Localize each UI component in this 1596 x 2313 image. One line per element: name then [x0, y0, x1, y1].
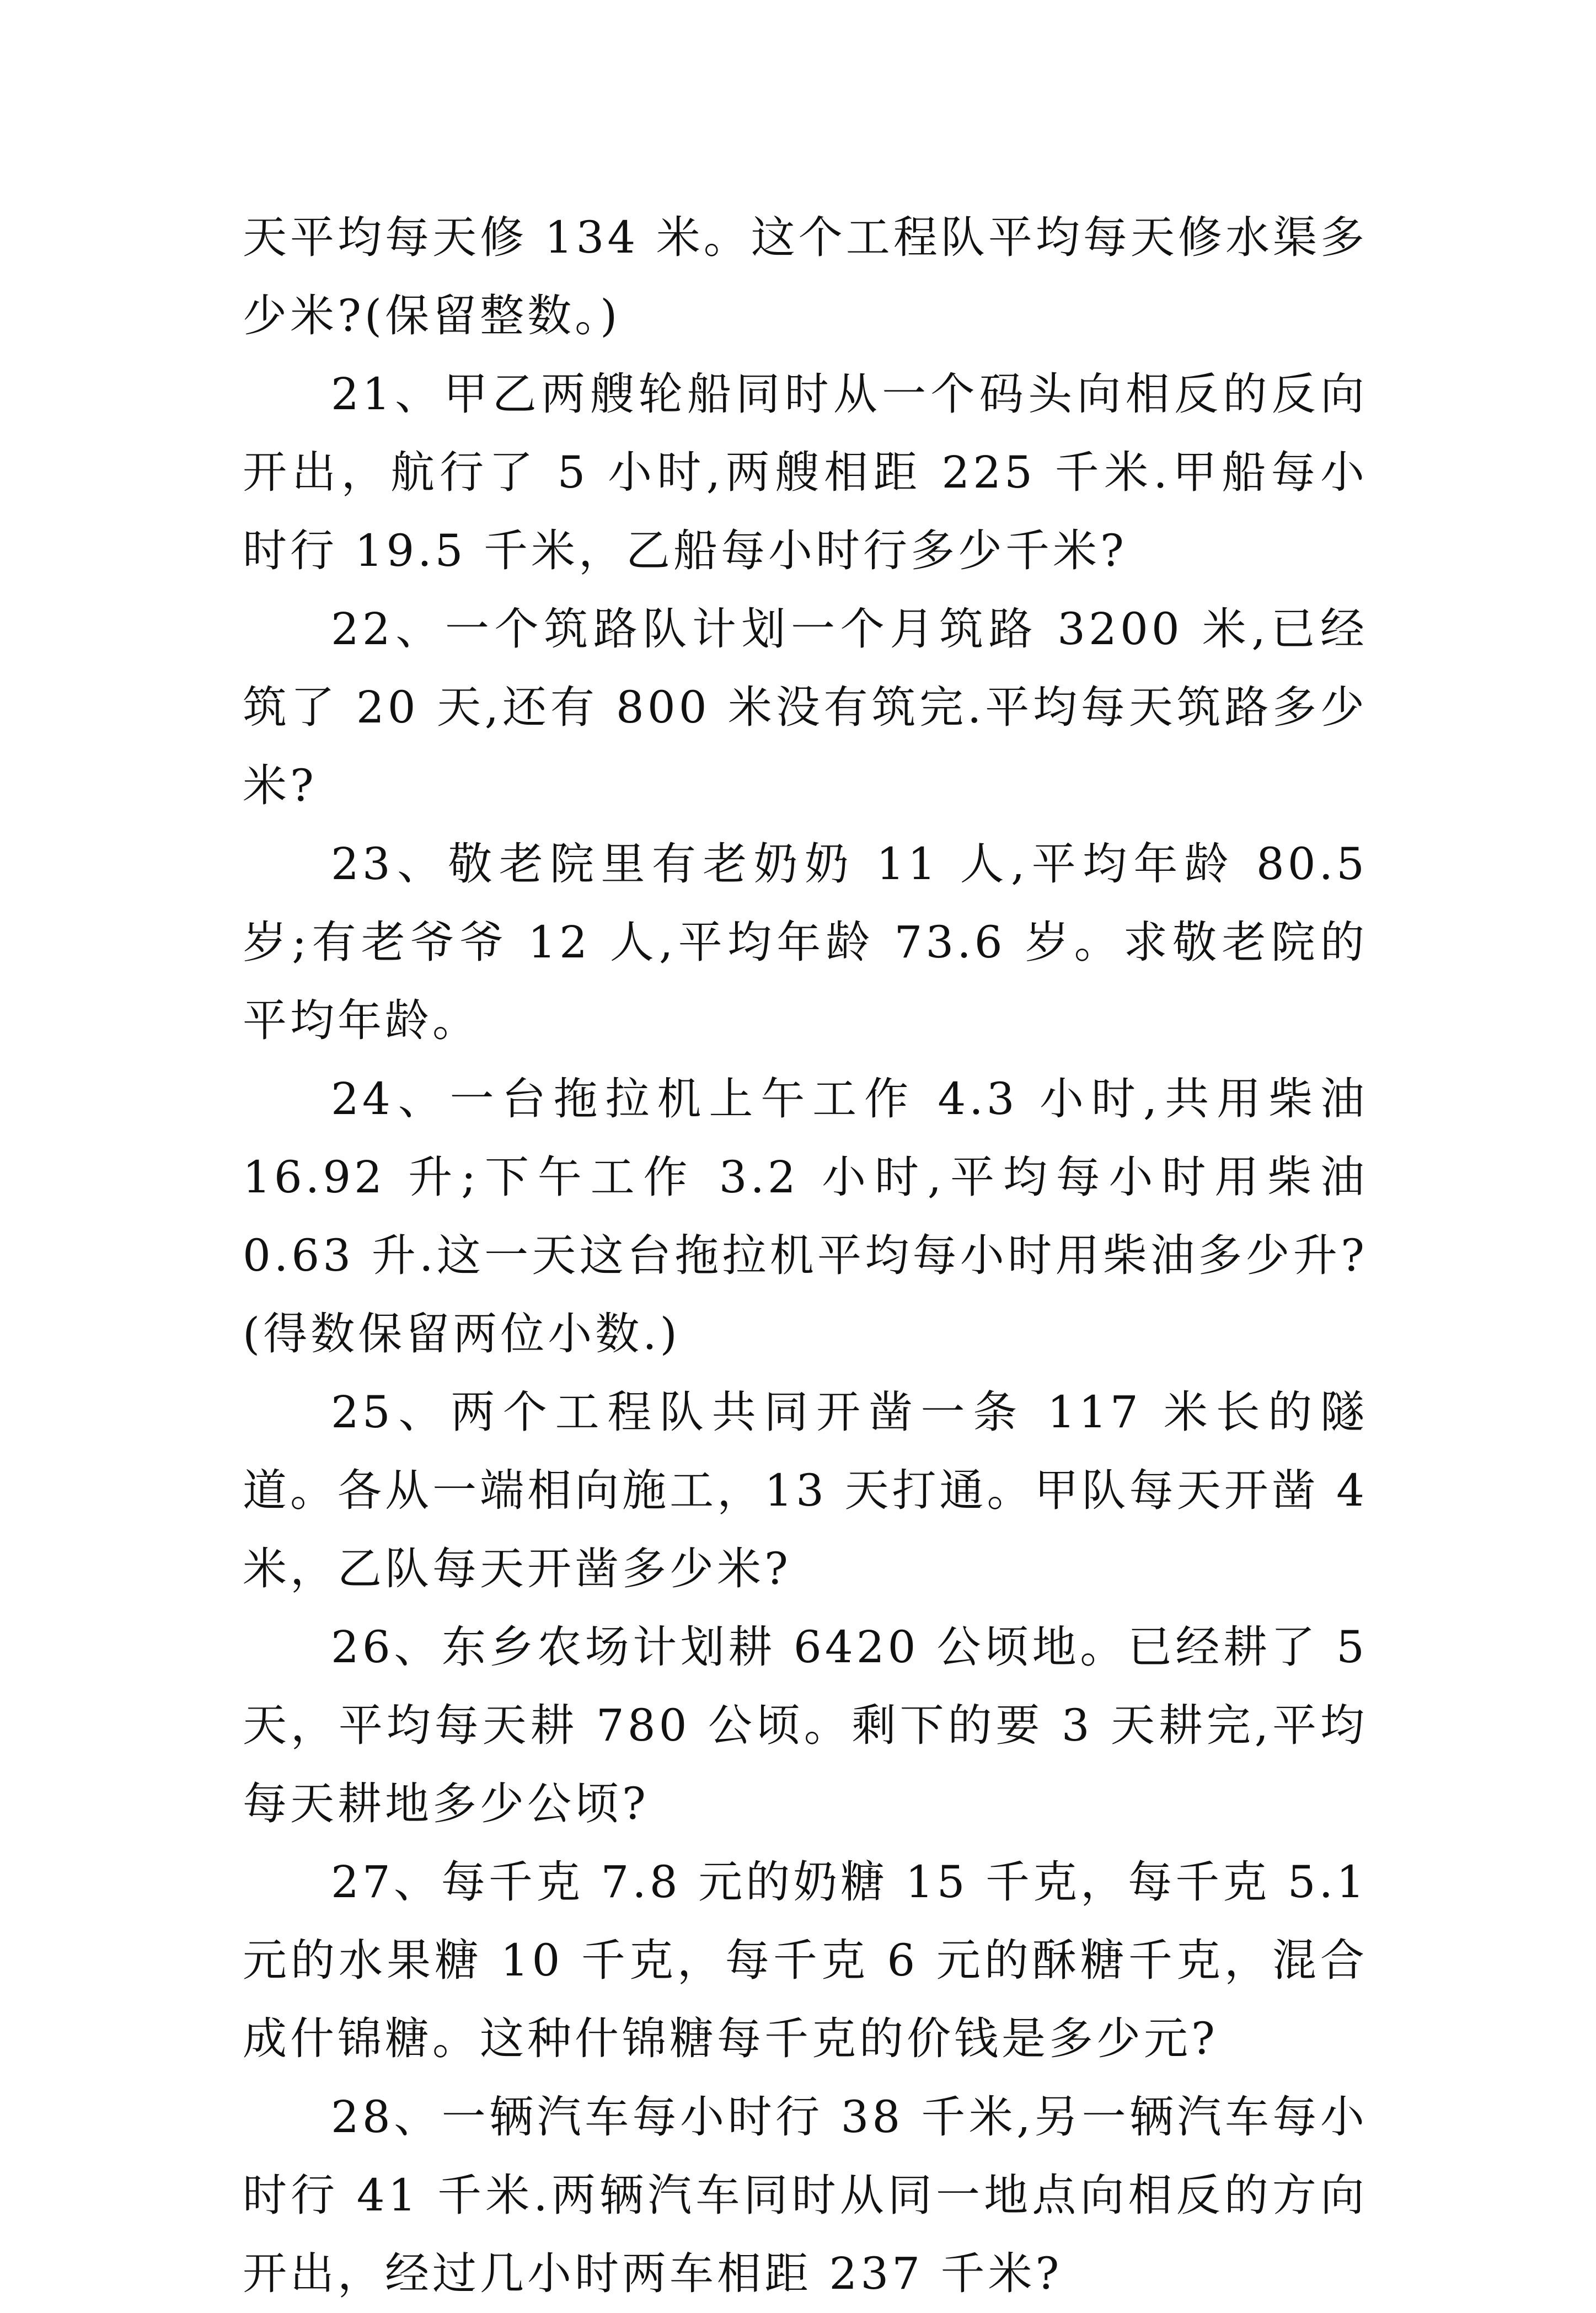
- paragraph-problem-22: 22、一个筑路队计划一个月筑路 3200 米,已经筑了 20 天,还有 800 米没有筑完.平均每天筑路多少米?: [243, 603, 1368, 811]
- paragraph-problem-26: 26、东乡农场计划耕 6420 公顷地。已经耕了 5 天，平均每天耕 780 公顷。剩下的要 3 天耕完,平均每天耕地多少公顷?: [243, 1621, 1368, 1829]
- document-body: [243, 199, 1368, 2313]
- paragraph-problem-23: 23、敬老院里有老奶奶 11 人,平均年龄 80.5 岁;有老爷爷 12 人,平均年龄 73.6 岁。求敬老院的平均年龄。: [243, 838, 1368, 1046]
- paragraph-problem-21: 21、甲乙两艘轮船同时从一个码头向相反的反向开出，航行了 5 小时,两艘相距 225 千米.甲船每小时行 19.5 千米，乙船每小时行多少千米?: [243, 368, 1368, 576]
- paragraph-problem-28: 28、一辆汽车每小时行 38 千米,另一辆汽车每小时行 41 千米.两辆汽车同时从同一地点向相反的方向开出，经过几小时两车相距 237 千米?: [243, 2091, 1368, 2299]
- paragraph-problem-24: 24、一台拖拉机上午工作 4.3 小时,共用柴油 16.92 升;下午工作 3.2 小时,平均每小时用柴油 0.63 升.这一天这台拖拉机平均每小时用柴油多少升?(得数保留两位小数.): [243, 1073, 1368, 1359]
- paragraph-problem-20-continuation: 天平均每天修 134 米。这个工程队平均每天修水渠多少米?(保留整数。): [243, 212, 1368, 341]
- paragraph-problem-27: 27、每千克 7.8 元的奶糖 15 千克，每千克 5.1 元的水果糖 10 千克，每千克 6 元的酥糖千克，混合成什锦糖。这种什锦糖每千克的价钱是多少元?: [243, 1856, 1368, 2064]
- paragraph-problem-25: 25、两个工程队共同开凿一条 117 米长的隧道。各从一端相向施工，13 天打通。甲队每天开凿 4 米，乙队每天开凿多少米?: [243, 1386, 1368, 1594]
